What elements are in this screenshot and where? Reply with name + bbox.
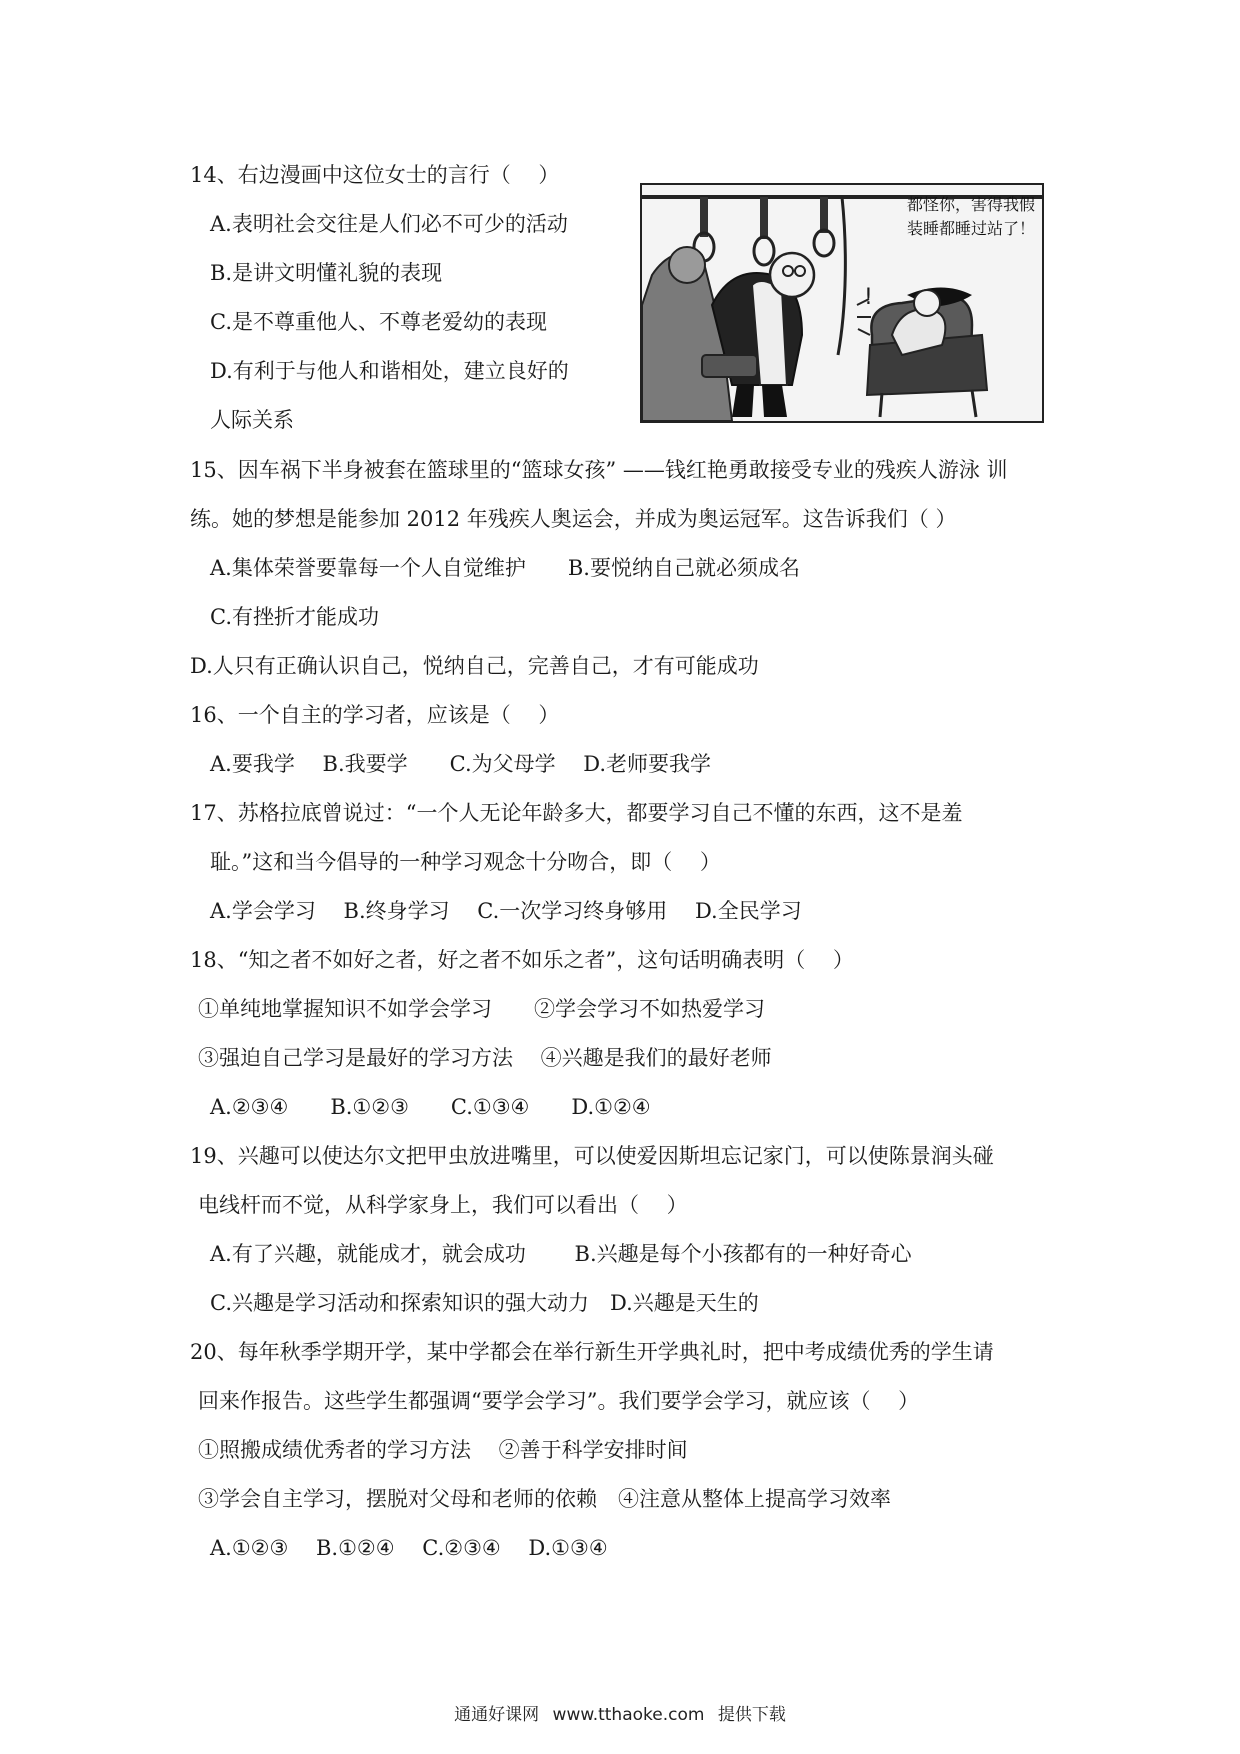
text-line: ③强迫自己学习是最好的学习方法 ④兴趣是我们的最好老师 — [198, 1046, 772, 1070]
text-line: 17、苏格拉底曾说过：“一个人无论年龄多大，都要学习自己不懂的东西，这不是羞 — [190, 801, 963, 825]
text-line: 20、每年秋季学期开学，某中学都会在举行新生开学典礼时，把中考成绩优秀的学生请 — [190, 1340, 994, 1364]
text-line: ①照搬成绩优秀者的学习方法 ②善于科学安排时间 — [198, 1438, 688, 1462]
text-line: A.表明社会交往是人们必不可少的活动 — [210, 212, 568, 236]
page-footer — [0, 1700, 1240, 1725]
text-line: C.有挫折才能成功 — [210, 605, 379, 629]
text-line: 19、兴趣可以使达尔文把甲虫放进嘴里，可以使爱因斯坦忘记家门，可以使陈景润头碰 — [190, 1144, 994, 1168]
text-line: A.有了兴趣，就能成才，就会成功 B.兴趣是每个小孩都有的一种好奇心 — [210, 1242, 912, 1266]
footer-url[interactable]: www.tthaoke.com — [552, 1705, 705, 1725]
cartoon-illustration — [640, 183, 1044, 423]
text-line: 18、“知之者不如好之者，好之者不如乐之者”，这句话明确表明（ ） — [190, 948, 854, 972]
text-line: C.兴趣是学习活动和探索知识的强大动力 D.兴趣是天生的 — [210, 1291, 759, 1315]
text-line: 16、一个自主的学习者，应该是（ ） — [190, 703, 560, 727]
text-line: D.有利于与他人和谐相处，建立良好的 — [210, 359, 569, 383]
text-line: A.集体荣誉要靠每一个人自觉维护 B.要悦纳自己就必须成名 — [210, 556, 800, 580]
text-line: A.要我学 B.我要学 C.为父母学 D.老师要我学 — [210, 752, 712, 776]
text-line: ③学会自主学习，摆脱对父母和老师的依赖 ④注意从整体上提高学习效率 — [198, 1487, 891, 1511]
speech-bubble: 都怪你，害得我假装睡都睡过站了！ — [907, 195, 1036, 238]
text-line: D.人只有正确认识自己，悦纳自己，完善自己，才有可能成功 — [190, 654, 759, 678]
text-line: C.是不尊重他人、不尊老爱幼的表现 — [210, 310, 547, 334]
text-line: 14、右边漫画中这位女士的言行（ ） — [190, 163, 560, 187]
text-line: ①单纯地掌握知识不如学会学习 ②学会学习不如热爱学习 — [198, 997, 765, 1021]
text-line: 15、因车祸下半身被套在篮球里的“篮球女孩” ——钱红艳勇敢接受专业的残疾人游泳 训 — [190, 458, 1008, 482]
text-line: A.②③④ B.①②③ C.①③④ D.①②④ — [210, 1095, 651, 1119]
text-line: 人际关系 — [210, 408, 294, 432]
footer-site-name: 通通好课网 — [454, 1705, 540, 1725]
text-line: 练。她的梦想是能参加 2012 年残疾人奥运会，并成为奥运冠军。这告诉我们（ ） — [190, 507, 957, 531]
exclamation-mark: ! — [864, 285, 873, 310]
footer-suffix: 提供下载 — [717, 1705, 786, 1725]
text-line: B.是讲文明懂礼貌的表现 — [210, 261, 443, 285]
text-line: 回来作报告。这些学生都强调“要学会学习”。我们要学会学习，就应该（ ） — [198, 1389, 920, 1413]
text-line: 电线杆而不觉，从科学家身上，我们可以看出（ ） — [198, 1193, 688, 1217]
text-line: A.①②③ B.①②④ C.②③④ D.①③④ — [210, 1536, 608, 1560]
text-line: 耻。”这和当今倡导的一种学习观念十分吻合，即（ ） — [210, 850, 721, 874]
text-line: A.学会学习 B.终身学习 C.一次学习终身够用 D.全民学习 — [210, 899, 802, 923]
